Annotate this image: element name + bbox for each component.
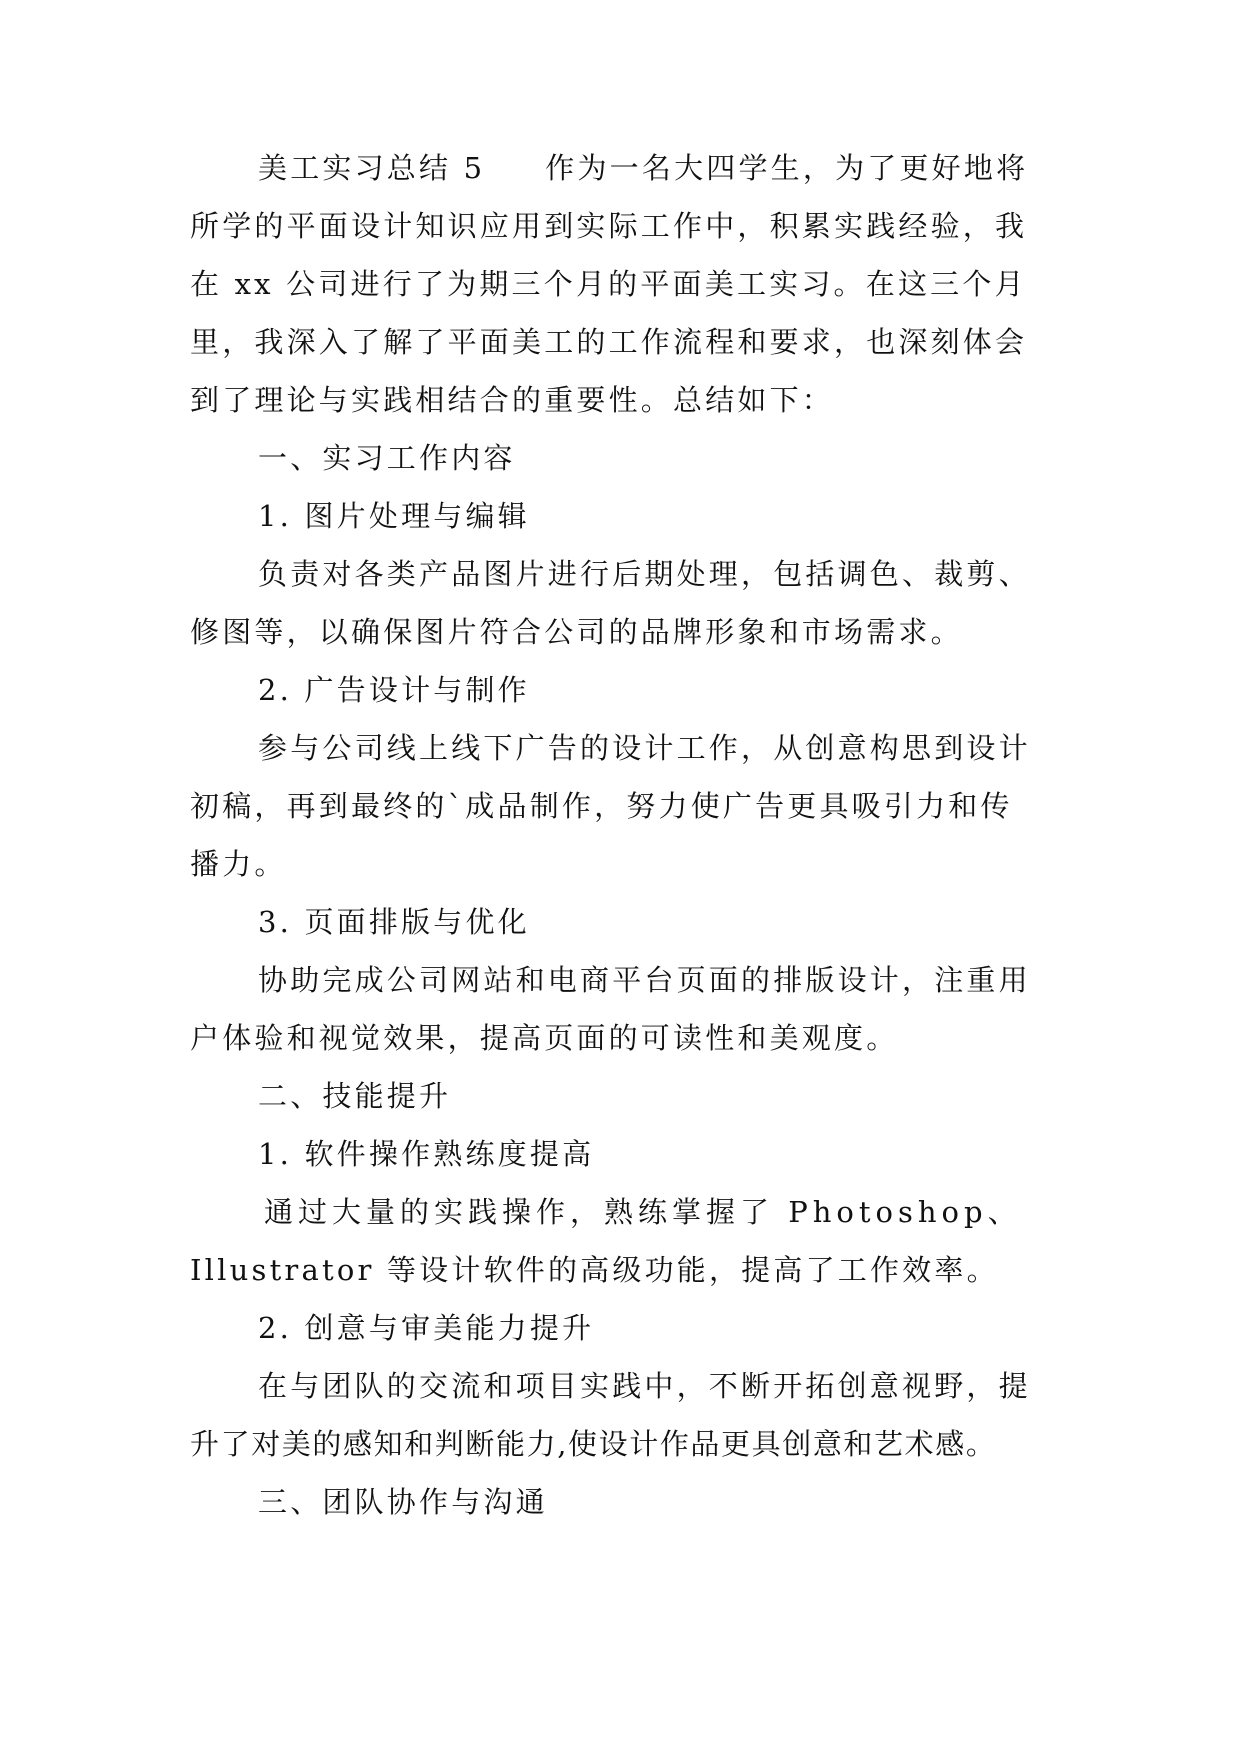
subsection-heading: 2. 创意与审美能力提升 <box>258 1311 595 1345</box>
paragraph-line: 修图等，以确保图片符合公司的品牌形象和市场需求。 <box>190 615 963 649</box>
section-heading: 二、技能提升 <box>258 1079 452 1113</box>
section-heading: 三、团队协作与沟通 <box>258 1485 548 1519</box>
paragraph-line: 初稿，再到最终的`成品制作，努力使广告更具吸引力和传 <box>190 789 1013 823</box>
paragraph-line: 播力。 <box>190 847 287 881</box>
paragraph-line: 通过大量的实践操作，熟练掌握了 Photoshop、 <box>264 1195 1022 1229</box>
subsection-heading: 2. 广告设计与制作 <box>258 673 530 707</box>
paragraph-text: 作为一名大四学生，为了更好地将 <box>545 151 1029 185</box>
paragraph-line: Illustrator 等设计软件的高级功能，提高了工作效率。 <box>190 1253 999 1287</box>
paragraph-line: 协助完成公司网站和电商平台页面的排版设计，注重用 <box>258 963 1031 997</box>
paragraph-line: 所学的平面设计知识应用到实际工作中，积累实践经验，我 <box>190 209 1028 243</box>
paragraph-line: 到了理论与实践相结合的重要性。总结如下： <box>190 383 835 417</box>
paragraph-line: 户体验和视觉效果，提高页面的可读性和美观度。 <box>190 1021 899 1055</box>
subsection-heading: 3. 页面排版与优化 <box>258 905 530 939</box>
paragraph-line: 里，我深入了解了平面美工的工作流程和要求，也深刻体会 <box>190 325 1028 359</box>
paragraph-line <box>258 148 1028 188</box>
document-title: 美工实习总结 5 <box>258 151 486 185</box>
paragraph-line: 在与团队的交流和项目实践中，不断开拓创意视野，提 <box>258 1369 1031 1403</box>
paragraph-line: 参与公司线上线下广告的设计工作，从创意构思到设计 <box>258 731 1031 765</box>
section-heading: 一、实习工作内容 <box>258 441 516 475</box>
paragraph-line: 负责对各类产品图片进行后期处理，包括调色、裁剪、 <box>258 557 1031 591</box>
subsection-heading: 1. 图片处理与编辑 <box>258 499 530 533</box>
subsection-heading: 1. 软件操作熟练度提高 <box>258 1137 595 1171</box>
paragraph-line: 在 xx 公司进行了为期三个月的平面美工实习。在这三个月 <box>190 267 1027 301</box>
paragraph-line: 升了对美的感知和判断能力,使设计作品更具创意和艺术感。 <box>190 1427 997 1461</box>
